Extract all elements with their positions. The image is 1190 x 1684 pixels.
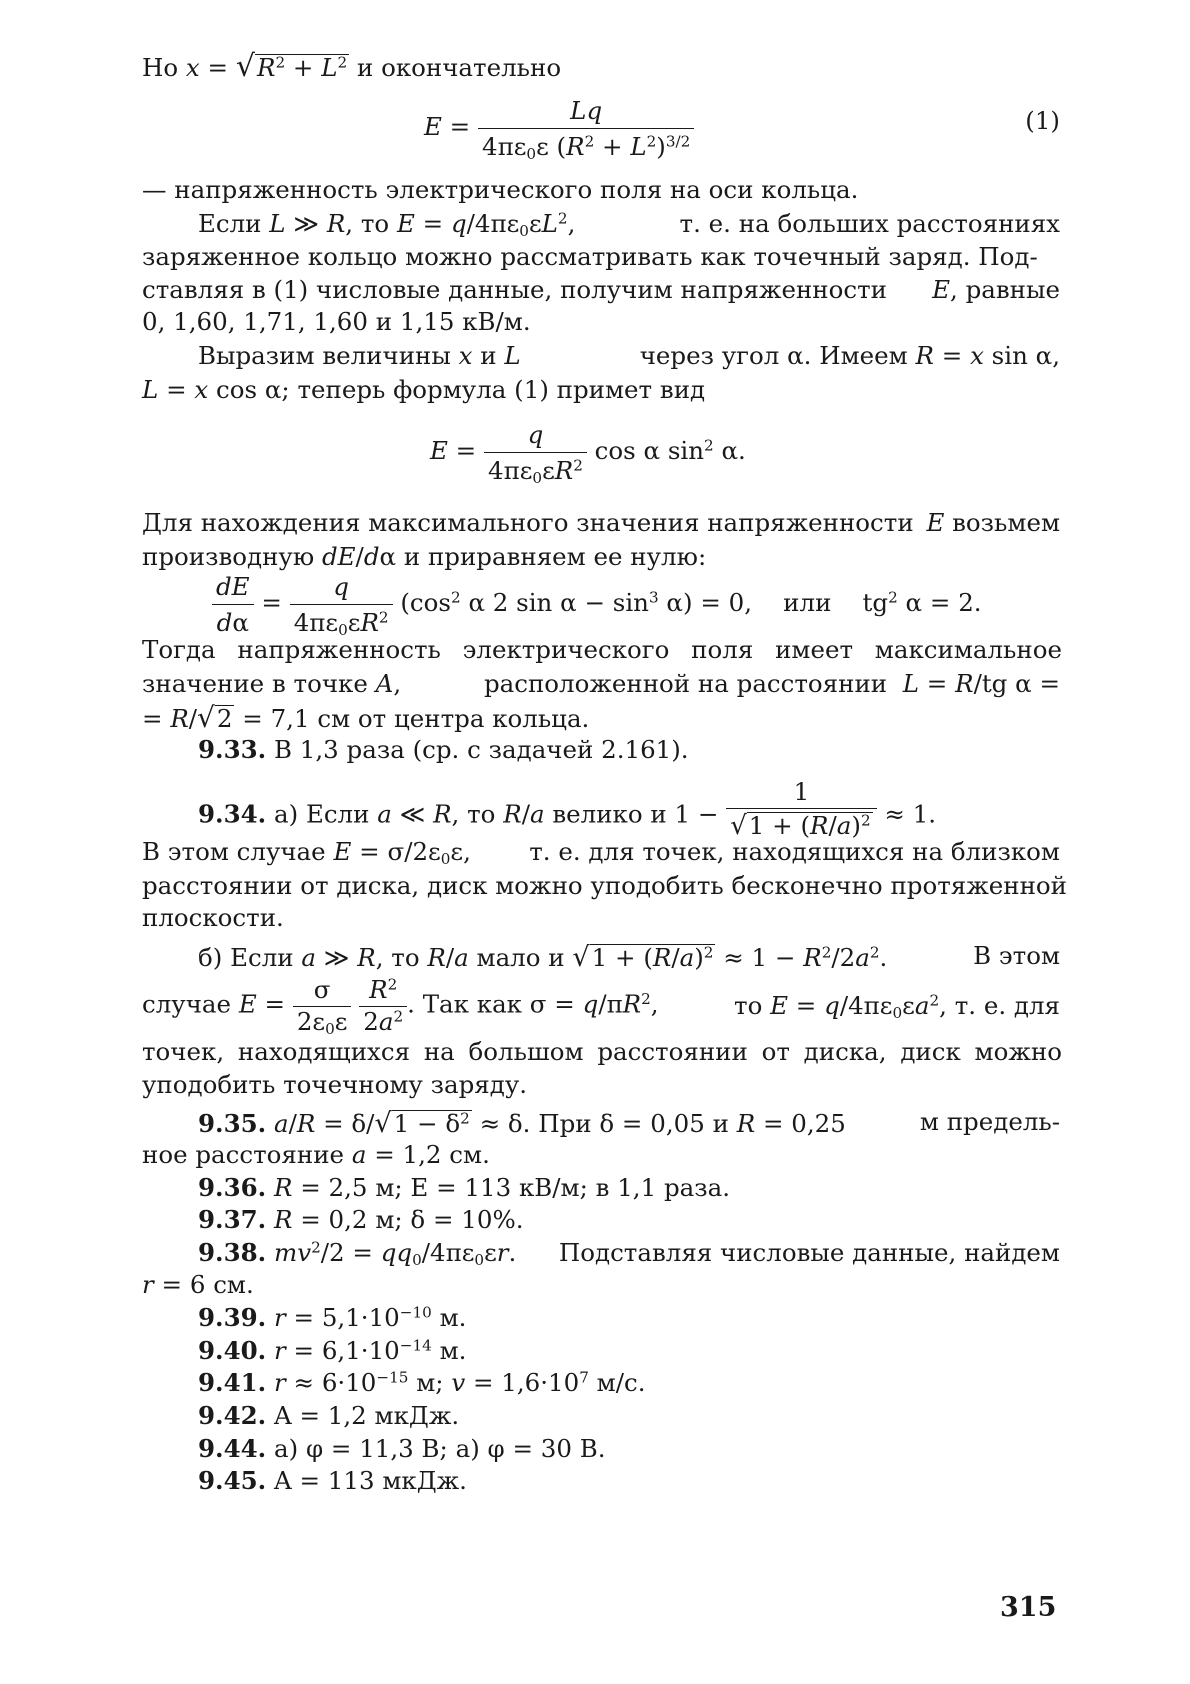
problem-number: 9.37. bbox=[198, 1205, 267, 1234]
text-line bbox=[142, 903, 1060, 932]
text: плоскости. bbox=[142, 903, 284, 932]
text: A = 113 мкДж. bbox=[274, 1466, 467, 1495]
text: Если bbox=[198, 209, 262, 238]
text: Но bbox=[142, 53, 179, 82]
equation-label: (1) bbox=[1025, 106, 1060, 135]
text: см. bbox=[449, 1140, 490, 1169]
problem-number: 9.38. bbox=[198, 1238, 267, 1267]
text: и bbox=[712, 1109, 729, 1138]
answer-9-37: 9.37. R = 0,2 м; δ = 10%. bbox=[198, 1205, 524, 1234]
text: В 1,3 раза (ср. с задачей 2.161). bbox=[274, 735, 689, 764]
text: через угол α. Имеем bbox=[639, 341, 908, 370]
text-line bbox=[142, 635, 1062, 664]
text: равные bbox=[965, 275, 1060, 304]
text: то bbox=[734, 990, 763, 1020]
text-line bbox=[142, 1037, 1062, 1066]
text: производную bbox=[142, 542, 315, 571]
problem-number: 9.35. bbox=[198, 1109, 267, 1138]
problem-number: 9.34. bbox=[198, 799, 267, 829]
text-line: = R/√2 = 7,1 см от центра кольца. bbox=[142, 701, 590, 734]
problem-number: 9.45. bbox=[198, 1466, 267, 1495]
text-line: L = x cos α; теперь формула (1) примет вид bbox=[142, 375, 706, 404]
text-line: r = 6 см. bbox=[142, 1270, 254, 1299]
text: т. е. для bbox=[954, 990, 1060, 1020]
answer-9-35: 9.35. $a/R = \delta/√1 - \delta^2 \approx \delta$. При δ = 0,05 и R = 0,25 м предель- bbox=[198, 1107, 1060, 1139]
text-line bbox=[142, 1070, 1060, 1099]
text: а) Если bbox=[274, 799, 370, 829]
text: м предель- bbox=[919, 1107, 1060, 1136]
answer-9-36: 9.36. R = 2,5 м; E = 113 кВ/м; в 1,1 раза. bbox=[198, 1173, 731, 1202]
problem-number: 9.44. bbox=[198, 1434, 267, 1463]
formula-2: E = $\frac{q}{4\pi\varepsilon_0\varepsilon R^2}$ cos α $\sin^2 \alpha$. bbox=[430, 420, 746, 487]
text: уподобить точечному заряду. bbox=[142, 1070, 528, 1099]
text-line: б) Если a ≫ R, то R/a мало и $√1 + (R/a)^2 \approx 1 - R^2/2a^2$. В этом bbox=[198, 941, 1060, 973]
text-line: значение в точке A, расположенной на расстоянии L = R/tg α = bbox=[142, 669, 1060, 698]
text: м; δ = 10%. bbox=[375, 1205, 524, 1234]
text-line: ное расстояние a = 1,2 см. bbox=[142, 1140, 490, 1169]
text: ставляя в (1) числовые данные, получим напряженности bbox=[142, 275, 887, 304]
page-number: 315 bbox=[1000, 1592, 1057, 1623]
text: значение в точке bbox=[142, 669, 368, 698]
text: мало и bbox=[476, 943, 565, 972]
text: Подставляя числовые данные, найдем bbox=[558, 1238, 1060, 1267]
answer-9-41: 9.41. $r \approx 6\cdot 10^{-15}$ м; $v = 1,6\cdot 10^7$ м/с. bbox=[198, 1368, 646, 1397]
problem-number: 9.40. bbox=[198, 1336, 267, 1365]
text: и окончательно bbox=[356, 53, 562, 82]
formula-1: E = $\frac{Lq}{4\pi\varepsilon_0\varepsilon (R^2 + L^2)^{3/2}}$ bbox=[424, 96, 694, 161]
text: Тогда напряженность электрического поля имеет максимальное bbox=[142, 635, 1062, 664]
text: — напряженность электрического поля на оси кольца. bbox=[142, 175, 859, 204]
problem-number: 9.33. bbox=[198, 735, 267, 764]
answer-9-44 bbox=[198, 1434, 1060, 1463]
text: теперь формула (1) примет вид bbox=[297, 375, 706, 404]
text: заряженное кольцо можно рассматривать как точечный заряд. Под- bbox=[142, 242, 1038, 271]
text-line: Выразим величины x и L через угол α. Имеем R = x sin α, bbox=[198, 341, 1060, 370]
text: случае bbox=[142, 989, 232, 1019]
text: м; E = 113 кВ/м; в 1,1 раза. bbox=[375, 1173, 731, 1202]
answer-9-39: 9.39. $r = 5,1\cdot 10^{-10}$ м. bbox=[198, 1303, 467, 1332]
text-line: Но $x = √R^2 + L^2$ и окончательно bbox=[142, 49, 562, 84]
problem-number: 9.39. bbox=[198, 1303, 267, 1332]
text-line: Для нахождения максимального значения напряженности E возьмем bbox=[142, 508, 1060, 537]
text: 0, 1,60, 1,71, 1,60 и 1,15 кВ/м. bbox=[142, 307, 531, 336]
text: и приравняем ее нулю: bbox=[403, 542, 707, 571]
formula-3: $\frac{dE}{d\alpha}$ = $\frac{q}{4\pi\varepsilon_0\varepsilon R^2}$ ($\cos^2$ α 2 $\sin \alpha - \sin^3 \alpha) = 0$, или $tg^2$ α = 2. bbox=[212, 572, 982, 637]
text: точек, находящихся на большом расстоянии от диска, диск можно bbox=[142, 1037, 1062, 1066]
text: см. bbox=[213, 1270, 254, 1299]
answer-9-34: 9.34. а) Если a ≪ R, то R/a велико и 1 − $\frac{1}{√1 + (R/a)^2}$ ≈ 1. bbox=[198, 777, 937, 841]
answer-9-40: 9.40. $r = 6,1\cdot 10^{-14}$ м. bbox=[198, 1336, 467, 1365]
text: В этом случае bbox=[142, 837, 326, 866]
text-line bbox=[142, 175, 1060, 204]
problem-number: 9.42. bbox=[198, 1401, 267, 1430]
text: б) Если bbox=[198, 943, 294, 972]
text: расположенной на расстоянии bbox=[483, 669, 888, 698]
text: то bbox=[391, 943, 420, 972]
text-line bbox=[142, 871, 1068, 900]
answer-9-45 bbox=[198, 1466, 1060, 1495]
text: A = 1,2 мкДж. bbox=[274, 1401, 460, 1430]
text-line: производную dE/dα и приравняем ее нулю: bbox=[142, 542, 707, 571]
text: то bbox=[467, 799, 496, 829]
text: . Так как bbox=[407, 989, 522, 1019]
text: В этом bbox=[973, 941, 1060, 970]
text: или bbox=[783, 588, 832, 617]
text: т. е. для точек, находящихся на близком bbox=[529, 837, 1060, 866]
text: Для нахождения максимального значения напряженности bbox=[142, 508, 914, 537]
answer-9-38: 9.38. $mv^2/2 = qq_0/4\pi\varepsilon_0\varepsilon r$. Подставляя числовые данные, найдем bbox=[198, 1238, 1060, 1269]
text: см от центра кольца. bbox=[317, 704, 590, 733]
text-line: В этом случае $E = \sigma/2\varepsilon_0\varepsilon$, т. е. для точек, находящихся на близком bbox=[142, 837, 1060, 868]
text-line: случае E = $\frac{\sigma}{2\varepsilon_0\varepsilon}$ $\frac{R^2}{2a^2}$ . Так как $\sigma = q/\pi R^2$, то $E = q/4\pi\varepsilon_0\varepsilon a^2$, т. е. для bbox=[142, 975, 1060, 1038]
text: т. е. на больших расстояниях bbox=[679, 209, 1060, 238]
problem-number: 9.41. bbox=[198, 1368, 267, 1397]
text-line bbox=[142, 307, 1060, 336]
text: возьмем bbox=[952, 508, 1060, 537]
text: а) φ = 11,3 В; а) φ = 30 В. bbox=[274, 1434, 606, 1463]
problem-number: 9.36. bbox=[198, 1173, 267, 1202]
text: велико и bbox=[552, 799, 667, 829]
answer-9-42 bbox=[198, 1401, 1060, 1430]
answer-9-33 bbox=[198, 735, 1060, 764]
text-line bbox=[142, 242, 1060, 271]
text: Выразим величины bbox=[198, 341, 451, 370]
text-line: Если L ≫ R, то $E = q/4\pi\varepsilon_0\varepsilon L^2$, т. е. на больших расстояниях bbox=[198, 209, 1060, 240]
text: расстоянии от диска, диск можно уподобить бесконечно протяженной bbox=[142, 871, 1068, 900]
text: ное расстояние bbox=[142, 1140, 345, 1169]
text-line: ставляя в (1) числовые данные, получим напряженности E, равные bbox=[142, 275, 1060, 304]
text: При bbox=[538, 1109, 592, 1138]
